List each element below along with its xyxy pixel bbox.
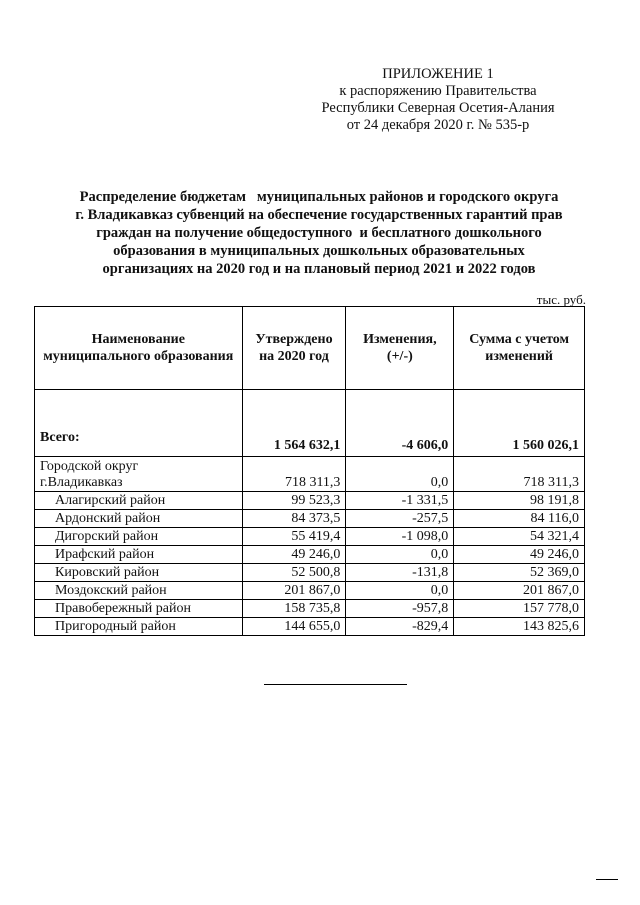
sum-value: 52 369,0 bbox=[454, 564, 585, 582]
sum-value: 157 778,0 bbox=[454, 600, 585, 618]
approved-value: 99 523,3 bbox=[242, 492, 346, 510]
table-row bbox=[35, 582, 585, 600]
change-value: -257,5 bbox=[346, 510, 454, 528]
municipality-name-line: г.Владикавказ bbox=[40, 475, 123, 490]
municipality-name: Пригородный район bbox=[35, 618, 243, 636]
table-row bbox=[35, 600, 585, 618]
total-row bbox=[35, 390, 585, 457]
header-sum: Сумма с учетом изменений bbox=[454, 307, 585, 390]
table-row bbox=[35, 492, 585, 510]
municipality-name: Правобережный район bbox=[35, 600, 243, 618]
closing-divider bbox=[264, 684, 407, 685]
municipality-name: Кировский район bbox=[35, 564, 243, 582]
sum-value: 98 191,8 bbox=[454, 492, 585, 510]
approved-value: 201 867,0 bbox=[242, 582, 346, 600]
total-approved: 1 564 632,1 bbox=[242, 390, 346, 457]
header-change: Изменения, (+/-) bbox=[346, 307, 454, 390]
header-municipality: Наименование муниципального образования bbox=[35, 307, 243, 390]
change-value: -957,8 bbox=[346, 600, 454, 618]
approved-value: 84 373,5 bbox=[242, 510, 346, 528]
sum-value: 143 825,6 bbox=[454, 618, 585, 636]
approved-value: 49 246,0 bbox=[242, 546, 346, 564]
sum-value: 718 311,3 bbox=[454, 457, 585, 492]
sum-value: 201 867,0 bbox=[454, 582, 585, 600]
table-row bbox=[35, 564, 585, 582]
municipality-name: Ардонский район bbox=[35, 510, 243, 528]
unit-label: тыс. руб. bbox=[536, 292, 586, 307]
title-line: г. Владикавказ субвенций на обеспечение государственных гарантий прав bbox=[75, 207, 563, 223]
municipality-name: Дигорский район bbox=[35, 528, 243, 546]
change-value: 0,0 bbox=[346, 582, 454, 600]
change-value: 0,0 bbox=[346, 546, 454, 564]
table-header-row bbox=[35, 307, 585, 390]
approved-value: 144 655,0 bbox=[242, 618, 346, 636]
sum-value: 84 116,0 bbox=[454, 510, 585, 528]
total-change: -4 606,0 bbox=[346, 390, 454, 457]
table-row bbox=[35, 457, 585, 492]
appendix-reference: к распоряжению Правительства bbox=[339, 83, 537, 99]
appendix-government: Республики Северная Осетия-Алания bbox=[321, 100, 555, 116]
title-line: Распределение бюджетам муниципальных районов и городского округа bbox=[79, 189, 559, 205]
title-line: граждан на получение общедоступного и бесплатного дошкольного bbox=[96, 225, 542, 241]
approved-value: 718 311,3 bbox=[242, 457, 346, 492]
appendix-header bbox=[300, 66, 576, 134]
title-line: организациях на 2020 год и на плановый период 2021 и 2022 годов bbox=[102, 261, 536, 277]
municipality-name: Моздокский район bbox=[35, 582, 243, 600]
total-label: Всего: bbox=[35, 390, 243, 457]
municipality-name bbox=[35, 457, 243, 492]
approved-value: 158 735,8 bbox=[242, 600, 346, 618]
approved-value: 52 500,8 bbox=[242, 564, 346, 582]
table-row bbox=[35, 528, 585, 546]
change-value: -829,4 bbox=[346, 618, 454, 636]
approved-value: 55 419,4 bbox=[242, 528, 346, 546]
header-approved: Утверждено на 2020 год bbox=[242, 307, 346, 390]
title-line: образования в муниципальных дошкольных образовательных bbox=[113, 243, 525, 259]
change-value: -131,8 bbox=[346, 564, 454, 582]
table-row bbox=[35, 618, 585, 636]
sum-value: 49 246,0 bbox=[454, 546, 585, 564]
document-title bbox=[40, 188, 598, 278]
subsidy-table bbox=[34, 306, 585, 636]
municipality-name-line: Городской округ bbox=[40, 459, 139, 474]
appendix-date: от 24 декабря 2020 г. № 535-р bbox=[346, 117, 530, 133]
change-value: 0,0 bbox=[346, 457, 454, 492]
table-row bbox=[35, 546, 585, 564]
page-edge-mark bbox=[596, 879, 618, 880]
total-sum: 1 560 026,1 bbox=[454, 390, 585, 457]
table-row bbox=[35, 510, 585, 528]
sum-value: 54 321,4 bbox=[454, 528, 585, 546]
change-value: -1 331,5 bbox=[346, 492, 454, 510]
appendix-number: ПРИЛОЖЕНИЕ 1 bbox=[382, 66, 494, 82]
municipality-name: Алагирский район bbox=[35, 492, 243, 510]
change-value: -1 098,0 bbox=[346, 528, 454, 546]
municipality-name: Ирафский район bbox=[35, 546, 243, 564]
